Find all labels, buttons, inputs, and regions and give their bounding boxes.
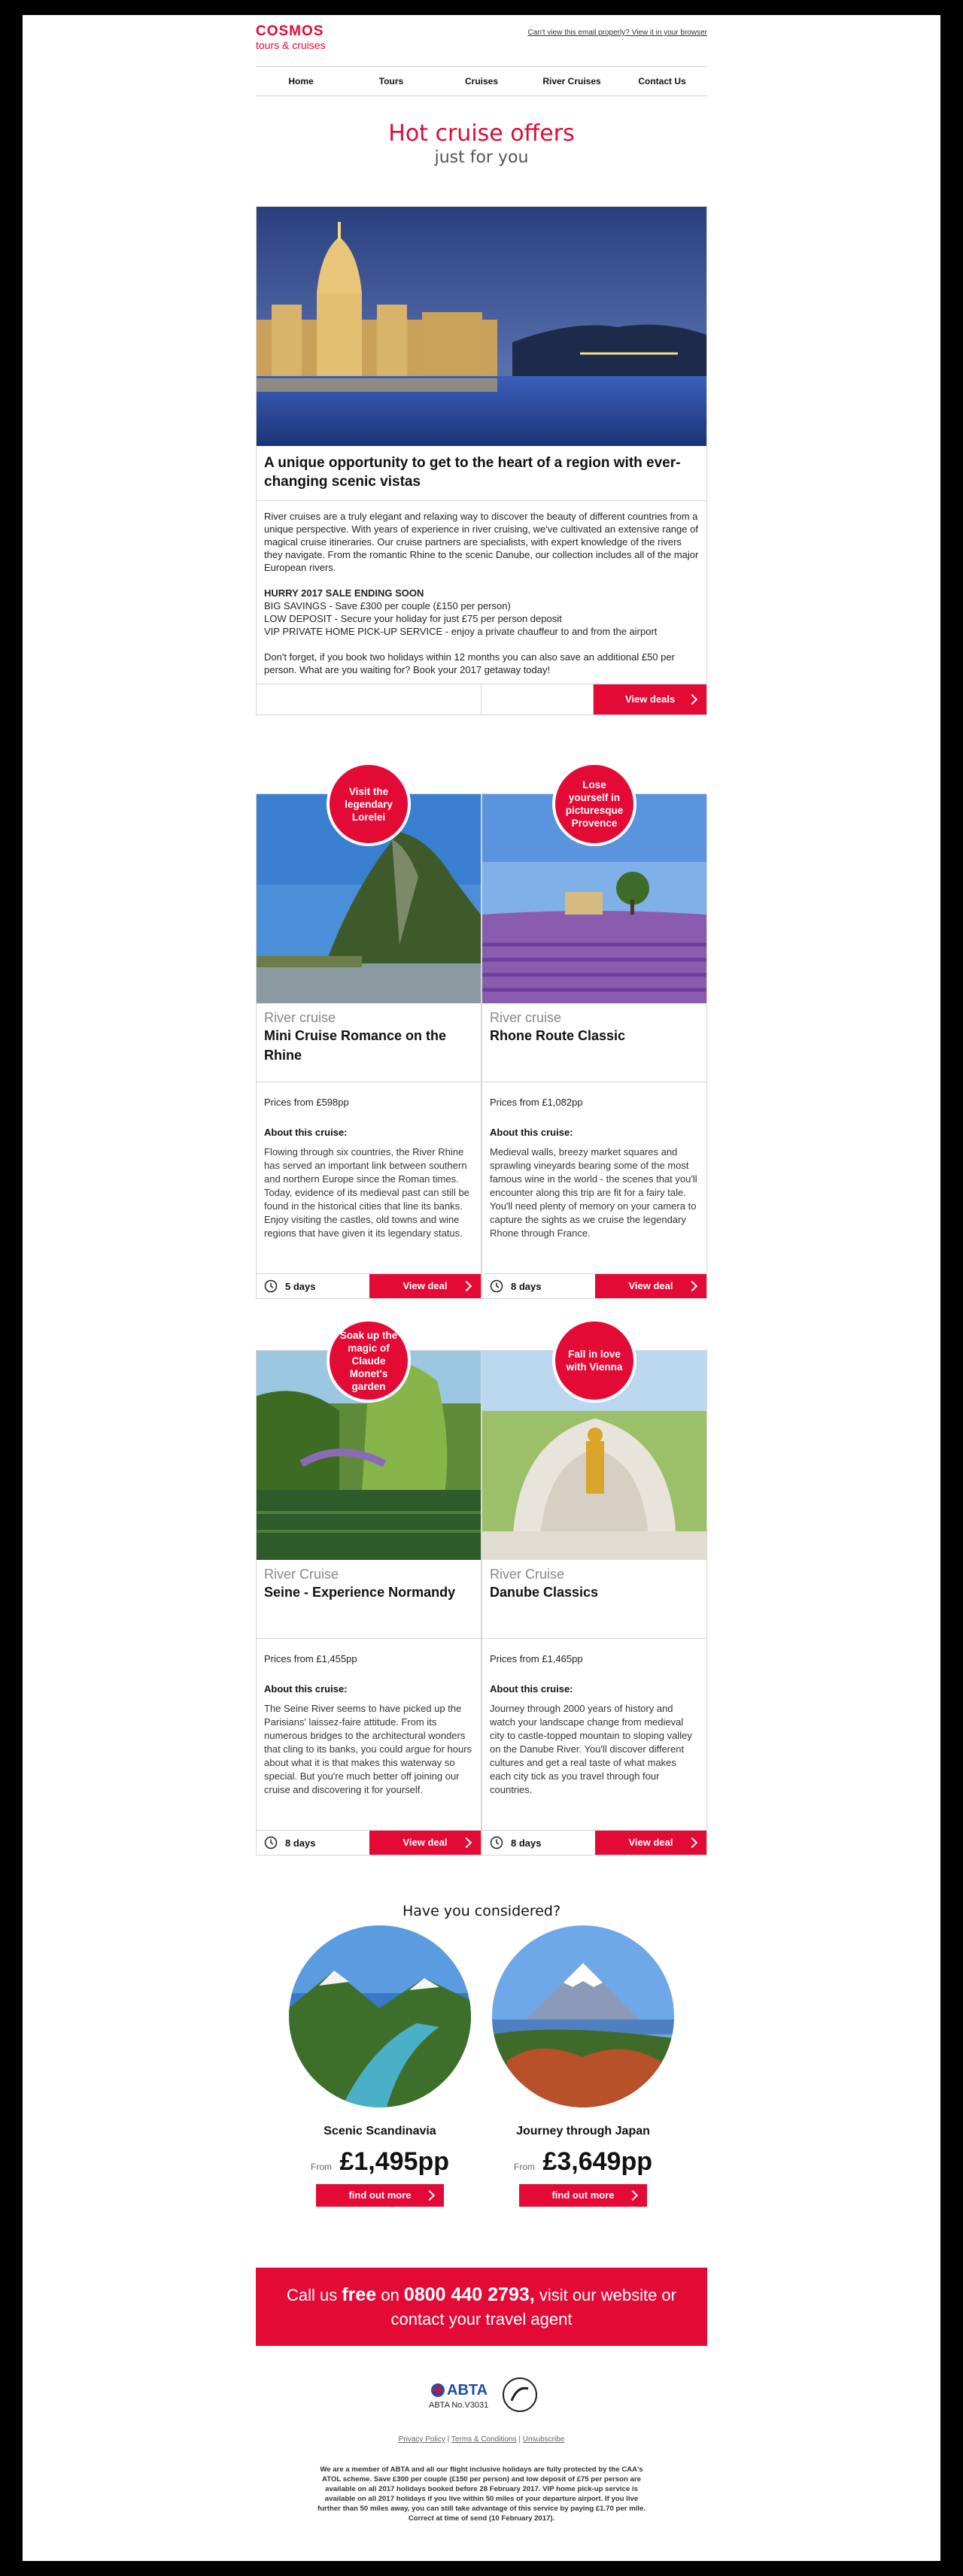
- card-body: [482, 1082, 706, 1273]
- card-title: Rhone Route Classic: [490, 1028, 626, 1043]
- nav-river-cruises[interactable]: River Cruises: [542, 76, 601, 86]
- card-title: Seine - Experience Normandy: [264, 1585, 456, 1600]
- feature-outro: Don't forget, if you book two holidays within 12 months you can also save an additional £50 per person. What are you waiting for? Book your 2017 getaway today!: [264, 651, 675, 675]
- japan-fuji-image[interactable]: [492, 1925, 674, 2107]
- card-price: Prices from £1,455pp: [264, 1653, 357, 1664]
- call-free: free: [342, 2283, 377, 2305]
- clock-icon: [264, 1279, 278, 1293]
- view-deal-button[interactable]: [595, 1831, 706, 1855]
- card-duration: [257, 1274, 369, 1298]
- clock-icon: [264, 1836, 278, 1849]
- considered-price: [493, 2147, 673, 2177]
- card-duration: [257, 1831, 369, 1855]
- promo-badge: Soak up the magic of Claude Monet's garden: [327, 1318, 411, 1403]
- promo-badge: Visit the legendary Lorelei: [327, 762, 411, 846]
- considered-heading: Have you considered?: [402, 1903, 561, 1919]
- card-type: River cruise: [264, 1010, 336, 1025]
- card-days: 5 days: [285, 1280, 316, 1292]
- clock-icon: [490, 1836, 503, 1849]
- card-type: River Cruise: [490, 1567, 565, 1582]
- separator: |: [518, 2435, 523, 2444]
- find-out-more-label: find out more: [551, 2189, 615, 2201]
- feature-body: [257, 501, 706, 684]
- nav-home[interactable]: Home: [288, 76, 314, 86]
- card-title-box: [482, 1003, 706, 1082]
- feature-heading: A unique opportunity to get to the heart of a region with ever-changing scenic vistas: [257, 446, 706, 501]
- view-in-browser-link[interactable]: Can't view this email properly? View it in your browser: [527, 29, 707, 37]
- card-about-label: About this cruise:: [490, 1127, 573, 1138]
- legal-text: We are a member of ABTA and all our flight inclusive holidays are fully protected by the CAA's ATOL scheme. Save £300 per couple (£150 per person) and low deposit of £75 per person are available on all 2017 holidays booked before 28 February 2017. VIP home pick-up service is available on all 2017 holidays if you live within 50 miles of your departure airport. If you live further than 50 miles away, you can still take advantage of this service by paying £1.70 per mile. Correct at time of send (10 February 2017).: [317, 2465, 646, 2523]
- considered-scandinavia: [290, 2125, 470, 2207]
- promo-badge: Lose yourself in picturesque Provence: [552, 762, 636, 846]
- price-amount: £3,649pp: [542, 2147, 652, 2176]
- main-nav: [256, 66, 707, 96]
- call-pre: Call us: [286, 2285, 342, 2304]
- hero-title-main: Hot cruise offers: [388, 120, 575, 147]
- chevron-right-icon: [687, 1281, 697, 1291]
- considered-japan: [493, 2125, 673, 2207]
- view-deals-button[interactable]: [594, 684, 706, 715]
- card-price: Prices from £1,465pp: [490, 1653, 583, 1664]
- feature-footer-spacer: [482, 684, 594, 715]
- call-to-action-banner[interactable]: [256, 2268, 707, 2346]
- card-footer: [482, 1273, 706, 1298]
- card-days: 8 days: [511, 1280, 542, 1292]
- sale-line-vip: VIP PRIVATE HOME PICK-UP SERVICE - enjoy a private chauffeur to and from the airport: [264, 626, 658, 637]
- card-about-text: Journey through 2000 years of history and watch your landscape change from medieval city to castle-topped mountain to sloping valley on the Danube River. You'll discover different cultures and get a real taste of what makes each city tick as you travel through four countries.: [490, 1703, 692, 1795]
- price-from-label: From: [311, 2162, 332, 2172]
- separator: |: [447, 2435, 451, 2444]
- card-about-text: The Seine River seems to have picked up the Parisians' laissez-faire attitude. From its numerous bridges to the architectural wonders that cling to its banks, you could argue for hours about what it is that makes this waterway so special. But you're much better off joining our cruise and discovering it for yourself.: [264, 1703, 472, 1795]
- card-footer: [257, 1830, 481, 1855]
- card-about-text: Medieval walls, breezy market squares and sprawling vineyards bearing some of the most famous wine in the world - the scenes that you'll encounter along this trip are fit for a fairy tale. You'll need plenty of memory on your camera to capture the sights as we cruise the legendary Rhone through France.: [490, 1146, 697, 1239]
- considered-price: [290, 2147, 470, 2177]
- feature-block: [256, 206, 707, 715]
- abta-logo-block: [429, 2375, 542, 2417]
- chevron-right-icon: [461, 1837, 472, 1848]
- scandinavia-fjord-image[interactable]: [289, 1925, 471, 2107]
- considered-name: Journey through Japan: [516, 2125, 650, 2138]
- cruise-card-danube: [482, 1350, 707, 1855]
- sale-line-deposit: LOW DEPOSIT - Secure your holiday for just £75 per person deposit: [264, 613, 562, 624]
- chevron-right-icon: [627, 2190, 638, 2201]
- chevron-right-icon: [687, 1837, 697, 1848]
- card-title-box: [257, 1003, 481, 1082]
- card-body: [257, 1639, 481, 1830]
- card-price: Prices from £1,082pp: [490, 1097, 583, 1108]
- card-type: River Cruise: [264, 1567, 339, 1582]
- call-on: on: [376, 2285, 404, 2304]
- abta-number: ABTA No.V3031: [429, 2401, 489, 2410]
- card-body: [257, 1082, 481, 1273]
- cosmos-logo[interactable]: [256, 24, 406, 62]
- card-about-label: About this cruise:: [264, 1127, 348, 1138]
- considered-name: Scenic Scandinavia: [324, 2125, 436, 2138]
- hero-title-sub: just for you: [434, 148, 529, 167]
- card-duration: [482, 1831, 595, 1855]
- card-days: 8 days: [285, 1837, 316, 1849]
- view-deal-label: View deal: [628, 1280, 673, 1291]
- card-title: Mini Cruise Romance on the Rhine: [264, 1028, 447, 1063]
- feature-footer: [257, 684, 706, 715]
- hero-title: [256, 120, 707, 168]
- view-deals-label: View deals: [625, 693, 676, 705]
- view-deal-label: View deal: [403, 1280, 448, 1291]
- budapest-parliament-image[interactable]: [257, 207, 706, 446]
- find-out-more-button[interactable]: [519, 2184, 647, 2207]
- cruise-card-seine: [256, 1350, 482, 1855]
- call-text: [256, 2283, 707, 2332]
- call-post: visit our website or contact your travel agent: [390, 2285, 676, 2329]
- view-deal-button[interactable]: [369, 1274, 481, 1298]
- chevron-right-icon: [687, 694, 697, 705]
- cruise-card-rhine: [256, 793, 482, 1299]
- view-deal-label: View deal: [403, 1837, 448, 1848]
- price-from-label: From: [514, 2162, 535, 2172]
- logo-main-text: COSMOS: [256, 23, 324, 39]
- view-deal-label: View deal: [628, 1837, 673, 1848]
- card-about-label: About this cruise:: [264, 1683, 348, 1695]
- card-title-box: [482, 1560, 706, 1639]
- unsubscribe-link[interactable]: Unsubscribe: [522, 2435, 565, 2444]
- card-price: Prices from £598pp: [264, 1097, 349, 1108]
- card-body: [482, 1639, 706, 1830]
- card-type: River cruise: [490, 1010, 562, 1025]
- price-amount: £1,495pp: [339, 2147, 449, 2176]
- terms-link[interactable]: Terms & Conditions: [451, 2435, 517, 2444]
- nav-contact-us[interactable]: Contact Us: [638, 76, 686, 86]
- cruise-card-rhone: [482, 793, 707, 1299]
- clock-icon: [490, 1279, 503, 1293]
- view-deal-button[interactable]: [595, 1274, 706, 1298]
- nav-cruises[interactable]: Cruises: [464, 76, 499, 86]
- card-title: Danube Classics: [490, 1585, 599, 1600]
- call-phone: 0800 440 2793,: [403, 2283, 535, 2305]
- abta-logo-text: ABTA: [447, 2382, 488, 2399]
- feature-footer-spacer: [257, 684, 482, 715]
- card-footer: [482, 1830, 706, 1855]
- privacy-policy-link[interactable]: Privacy Policy: [398, 2435, 445, 2444]
- logo-sub-text: tours & cruises: [256, 39, 326, 51]
- card-title-box: [257, 1560, 481, 1639]
- sale-line-savings: BIG SAVINGS - Save £300 per couple (£150 per person): [264, 600, 511, 611]
- email-page: [23, 15, 940, 2561]
- card-about-text: Flowing through six countries, the River Rhine has served an important link between southern and northern Europe since the Roman times. Today, evidence of its medieval past can still be found in the historical cities that line its banks. Enjoy visiting the castles, old towns and wine regions that have given it its legendary status.: [264, 1146, 469, 1239]
- card-days: 8 days: [511, 1837, 542, 1849]
- feature-intro: River cruises are a truly elegant and relaxing way to discover the beauty of different countries from a unique perspective. With years of experience in river cruising, we've cultivated an extensive range of magical cruise itineraries. Our cruise partners are specialists, with expert knowledge of the rivers they navigate. From the romantic Rhine to the scenic Danube, our collection includes all of the major European rivers.: [264, 511, 699, 573]
- card-about-label: About this cruise:: [490, 1683, 573, 1695]
- nav-tours[interactable]: Tours: [378, 76, 404, 86]
- card-duration: [482, 1274, 595, 1298]
- find-out-more-button[interactable]: [316, 2184, 444, 2207]
- chevron-right-icon: [461, 1281, 472, 1291]
- view-deal-button[interactable]: [369, 1831, 481, 1855]
- card-footer: [257, 1273, 481, 1298]
- footer-links: [256, 2435, 707, 2444]
- chevron-right-icon: [424, 2190, 435, 2201]
- sale-heading: HURRY 2017 SALE ENDING SOON: [264, 587, 424, 599]
- find-out-more-label: find out more: [348, 2189, 412, 2201]
- promo-badge: Fall in love with Vienna: [552, 1318, 636, 1403]
